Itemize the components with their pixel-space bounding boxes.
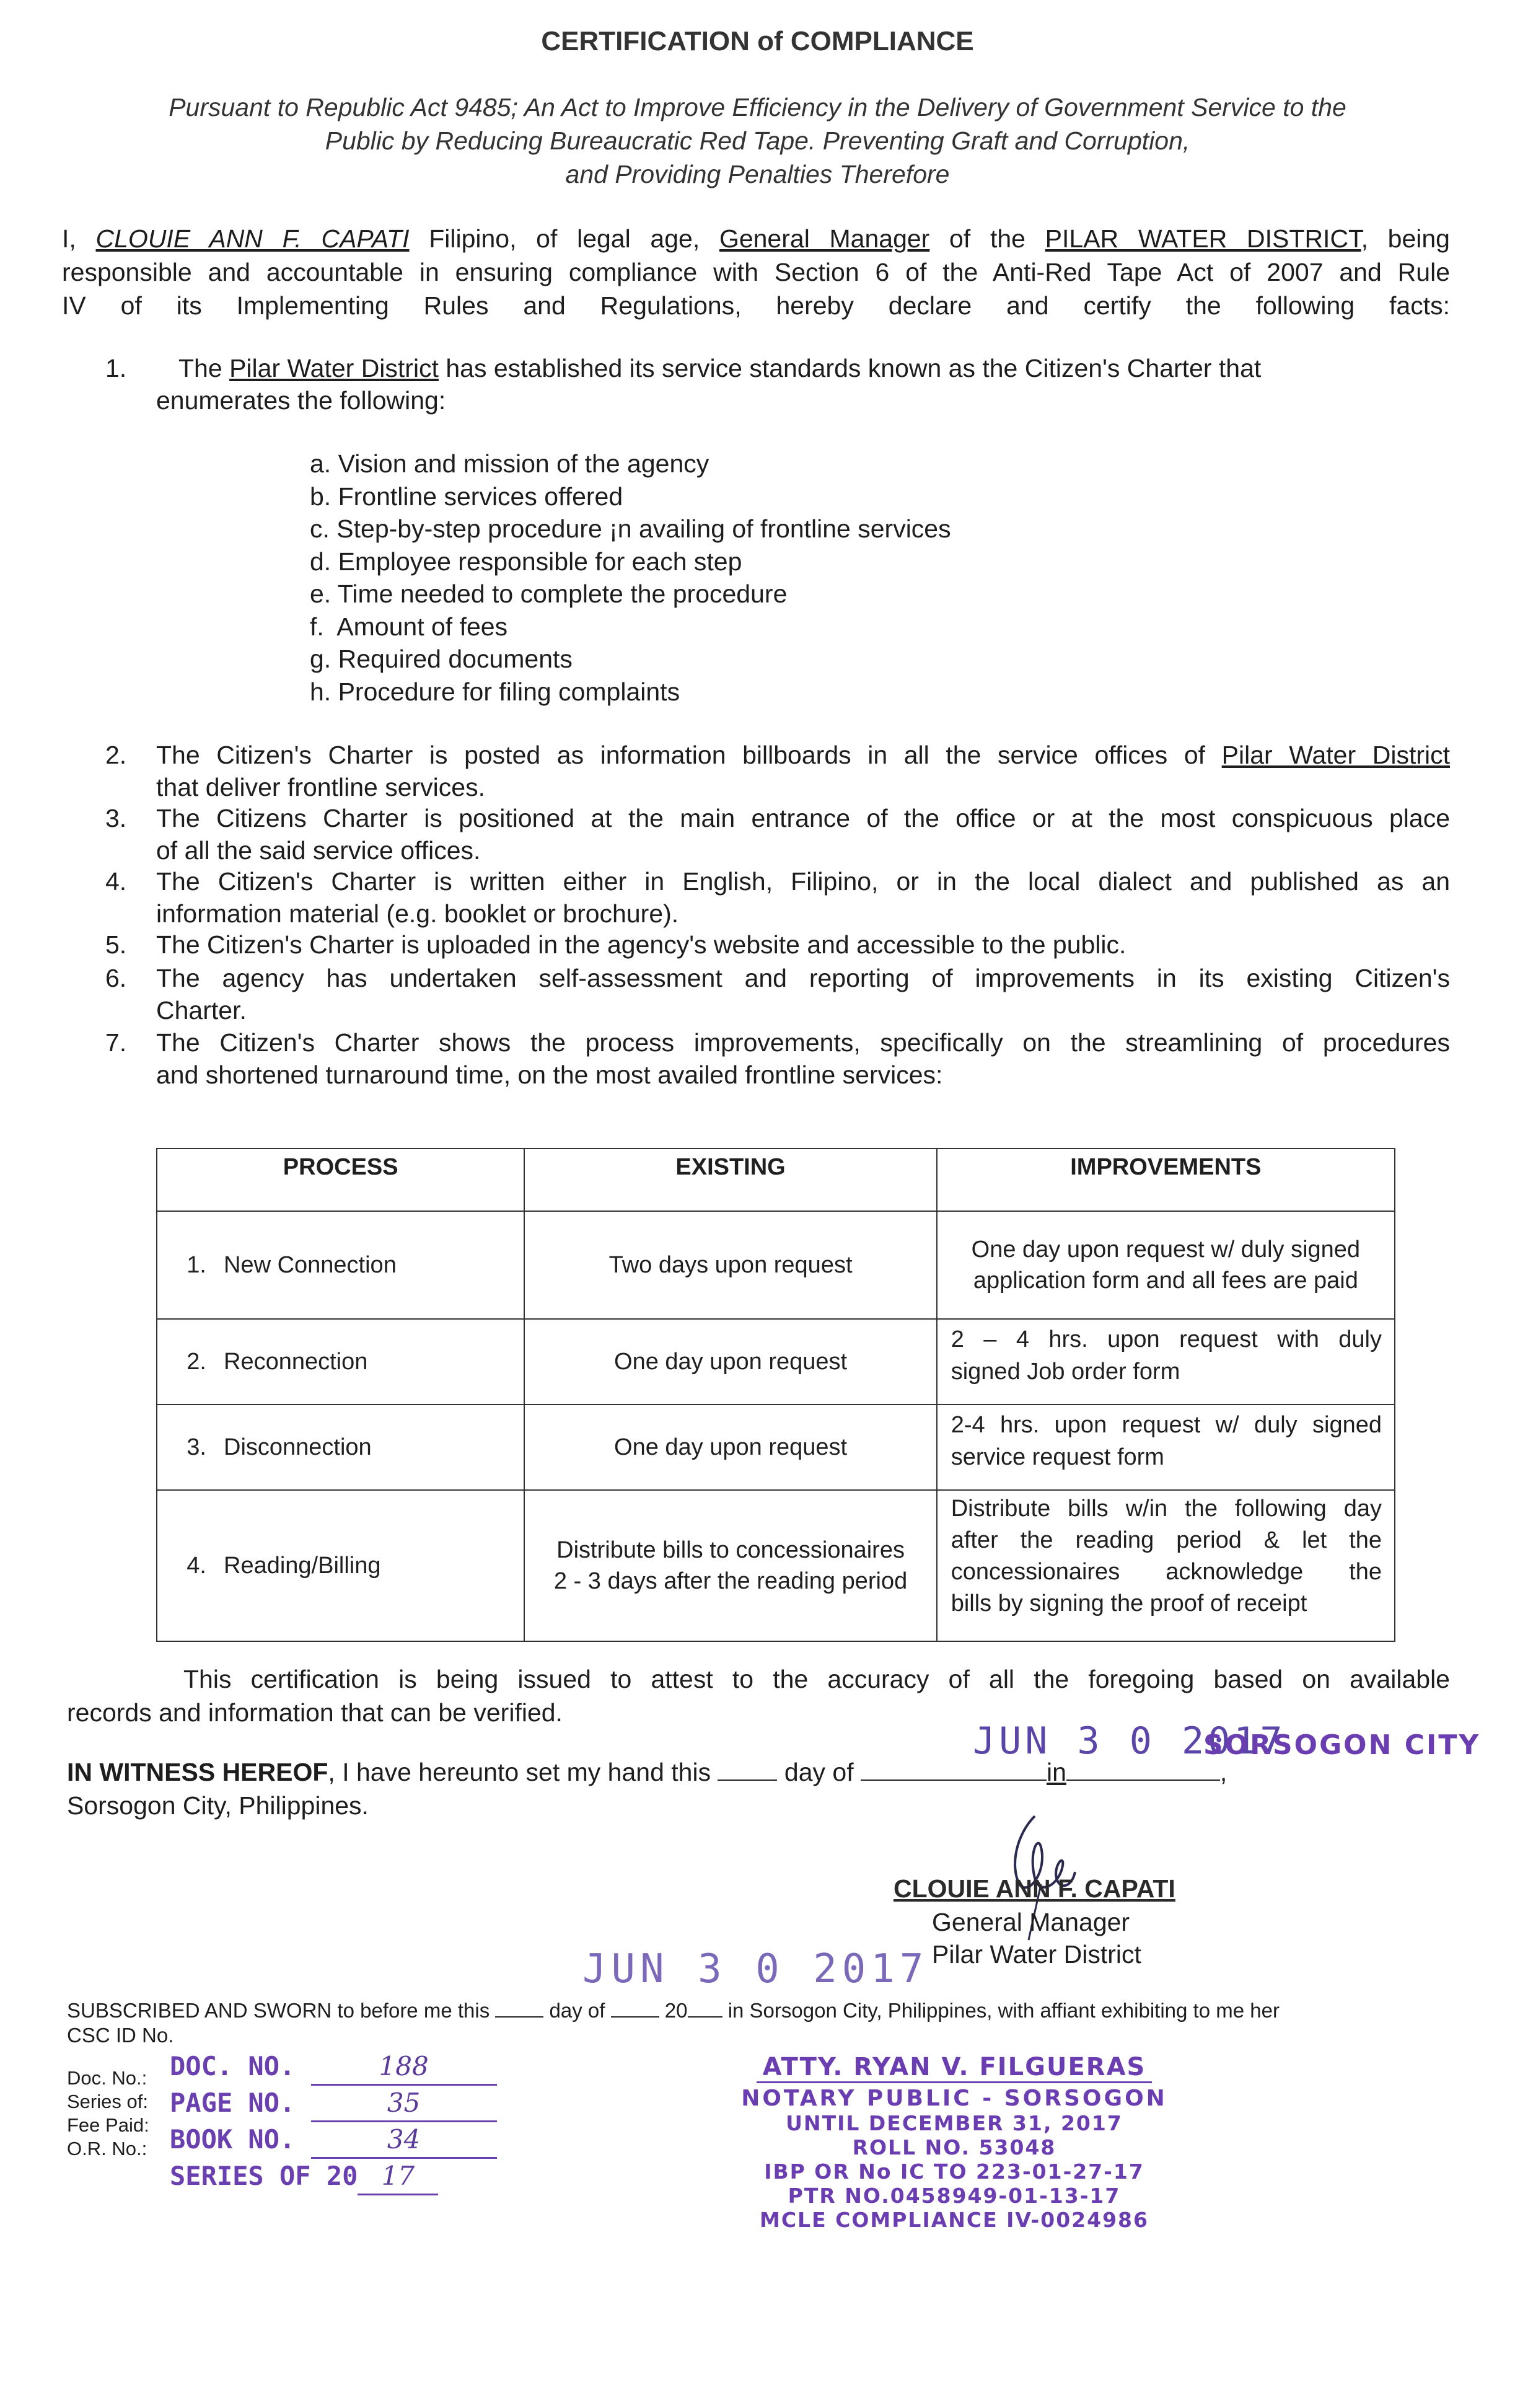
sworn-text: day of bbox=[549, 1999, 605, 2022]
doc-stamp-label: DOC. NO. bbox=[170, 2051, 296, 2081]
subtitle-line: and Providing Penalties Therefore bbox=[565, 160, 950, 188]
improvements-cell bbox=[937, 1319, 1395, 1405]
existing-cell bbox=[524, 1319, 936, 1405]
doc-stamp-line bbox=[170, 2122, 497, 2159]
cell-text: Distribute bills w/in the following day bbox=[951, 1496, 1382, 1522]
row-number: 3. bbox=[187, 1434, 206, 1460]
doc-label: Series of: bbox=[67, 2091, 148, 2112]
notary-line: PTR NO.0458949-01-13-17 bbox=[788, 2184, 1121, 2208]
column-header: EXISTING bbox=[524, 1149, 936, 1211]
intro-text: of the bbox=[949, 224, 1025, 253]
list-item: d. Employee responsible for each step bbox=[310, 547, 742, 576]
doc-label: Fee Paid: bbox=[67, 2114, 149, 2136]
document-title: CERTIFICATION of COMPLIANCE bbox=[541, 26, 974, 56]
intro-line: IV of its Implementing Rules and Regulations, hereby declare and certify the following facts: bbox=[62, 291, 1450, 320]
notary-line: IBP OR No IC TO 223-01-27-17 bbox=[764, 2159, 1144, 2184]
item-line: and shortened turnaround time, on the most availed frontline services: bbox=[156, 1061, 943, 1089]
docinfo-labels bbox=[67, 2066, 149, 2161]
charter-contents-list bbox=[310, 448, 951, 708]
item-number: 6. bbox=[105, 964, 127, 992]
table-row bbox=[157, 1211, 1395, 1319]
sworn-day-blank bbox=[495, 1999, 543, 2018]
sworn-month-blank bbox=[611, 1999, 659, 2018]
doc-number-value: 188 bbox=[311, 2049, 497, 2086]
process-table bbox=[156, 1148, 1395, 1642]
sworn-date-stamp: JUN 3 0 2017 bbox=[582, 1946, 929, 1992]
doc-stamp-line bbox=[170, 2049, 497, 2086]
cell-text: service request form bbox=[951, 1444, 1164, 1470]
item-line: The Citizen's Charter is written either in English, Filipino, or in the local dialect and published as an bbox=[156, 867, 1450, 896]
closing-line: This certification is being issued to attest to the accuracy of all the foregoing based on available bbox=[183, 1665, 1450, 1693]
witness-line bbox=[67, 1755, 1450, 1789]
doc-stamp-line bbox=[170, 2086, 497, 2122]
list-item: g. Required documents bbox=[310, 645, 573, 673]
subtitle-line: Public by Reducing Bureaucratic Red Tape. Preventing Graft and Corruption, bbox=[325, 126, 1190, 155]
list-item: a. Vision and mission of the agency bbox=[310, 449, 709, 478]
place-stamp: SORSOGON CITY bbox=[1203, 1729, 1481, 1761]
item-number: 5. bbox=[105, 930, 127, 959]
list-item bbox=[105, 1026, 1450, 1091]
witness-paragraph bbox=[67, 1755, 1450, 1822]
cell-text: application form and all fees are paid bbox=[973, 1268, 1358, 1294]
item-number: 2. bbox=[105, 741, 127, 769]
cell-text: signed Job order form bbox=[951, 1359, 1180, 1385]
sworn-line: CSC ID No. bbox=[67, 2024, 174, 2047]
signatory-title: General Manager bbox=[932, 1908, 1130, 1936]
process-name: Reconnection bbox=[224, 1348, 368, 1375]
doc-stamp-label: SERIES OF 20 bbox=[170, 2161, 358, 2191]
notary-line: ROLL NO. 53048 bbox=[852, 2135, 1056, 2159]
list-item: h. Procedure for filing complaints bbox=[310, 677, 680, 706]
list-item bbox=[105, 739, 1450, 803]
sworn-statement bbox=[67, 1998, 1455, 2048]
list-item bbox=[105, 352, 1450, 417]
cell-text: Distribute bills to concessionaires bbox=[556, 1537, 905, 1563]
process-name: New Connection bbox=[224, 1251, 397, 1278]
row-number: 1. bbox=[187, 1251, 206, 1278]
list-item bbox=[105, 865, 1450, 930]
row-number: 4. bbox=[187, 1552, 206, 1579]
witness-line: Sorsogon City, Philippines. bbox=[67, 1791, 369, 1820]
cell-text: One day upon request bbox=[614, 1434, 848, 1460]
item-text: The Citizen's Charter is posted as information billboards in all the service offices of bbox=[156, 741, 1206, 769]
document-subtitle bbox=[62, 90, 1453, 191]
signatory-name: CLOUIE ANN F. CAPATI bbox=[894, 1874, 1175, 1903]
intro-line bbox=[62, 222, 1450, 255]
organization-name: Pilar Water District bbox=[229, 354, 439, 382]
item-line: The Citizens Charter is positioned at the main entrance of the office or at the most conspicuous place bbox=[156, 804, 1450, 832]
item-line: The Citizen's Charter is uploaded in the agency's website and accessible to the public. bbox=[156, 930, 1126, 959]
list-item bbox=[105, 928, 1450, 961]
sworn-text: SUBSCRIBED AND SWORN to before me this bbox=[67, 1999, 490, 2022]
table-row bbox=[157, 1490, 1395, 1641]
cell-text: One day upon request w/ duly signed bbox=[971, 1237, 1361, 1263]
improvements-cell bbox=[937, 1211, 1395, 1319]
list-item: c. Step-by-step procedure ¡n availing of frontline services bbox=[310, 514, 951, 543]
certifier-position: General Manager bbox=[719, 224, 930, 253]
list-item bbox=[105, 802, 1450, 867]
process-cell bbox=[157, 1211, 524, 1319]
table-row bbox=[157, 1405, 1395, 1490]
existing-cell bbox=[524, 1211, 936, 1319]
doc-stamp-label: BOOK NO. bbox=[170, 2124, 296, 2154]
intro-text: I, bbox=[62, 224, 76, 253]
docinfo-stamp bbox=[170, 2049, 497, 2195]
cell-text: after the reading period & let the bbox=[951, 1527, 1382, 1553]
item-line bbox=[105, 739, 1450, 771]
witness-text: in bbox=[1047, 1758, 1066, 1786]
intro-text: , being bbox=[1361, 224, 1450, 253]
witness-heading: IN WITNESS HEREOF bbox=[67, 1758, 328, 1786]
cell-text: bills by signing the proof of receipt bbox=[951, 1590, 1307, 1616]
item-text: has established its service standards known as the Citizen's Charter that bbox=[446, 354, 1262, 382]
list-item: e. Time needed to complete the procedure bbox=[310, 580, 788, 608]
book-number-value: 34 bbox=[311, 2122, 497, 2159]
column-header: IMPROVEMENTS bbox=[937, 1149, 1395, 1211]
existing-cell bbox=[524, 1490, 936, 1641]
existing-cell bbox=[524, 1405, 936, 1490]
notary-line: MCLE COMPLIANCE IV-0024986 bbox=[760, 2208, 1149, 2232]
organization-name: Pilar Water District bbox=[1221, 741, 1450, 769]
improvements-cell bbox=[937, 1405, 1395, 1490]
item-line: information material (e.g. booklet or brochure). bbox=[156, 899, 679, 928]
row-number: 2. bbox=[187, 1348, 206, 1375]
subtitle-line: Pursuant to Republic Act 9485; An Act to Improve Efficiency in the Delivery of Government Service to the bbox=[169, 93, 1346, 121]
process-name: Reading/Billing bbox=[224, 1552, 381, 1579]
improvements-cell bbox=[937, 1490, 1395, 1641]
item-line: The Citizen's Charter shows the process improvements, specifically on the streamlining of procedures bbox=[156, 1028, 1450, 1057]
cell-text: Two days upon request bbox=[608, 1251, 853, 1278]
notary-line: NOTARY PUBLIC - SORSOGON bbox=[741, 2086, 1167, 2111]
sworn-text: in Sorsogon City, Philippines, with affiant exhibiting to me her bbox=[727, 1999, 1280, 2022]
cell-text: 2 – 4 hrs. upon request with duly bbox=[951, 1326, 1382, 1352]
process-name: Disconnection bbox=[224, 1434, 372, 1460]
place-blank bbox=[1066, 1758, 1220, 1781]
cell-text: 2 - 3 days after the reading period bbox=[553, 1568, 908, 1594]
sworn-text: 20 bbox=[664, 1999, 688, 2022]
day-blank bbox=[718, 1758, 777, 1781]
item-number: 4. bbox=[105, 867, 127, 896]
intro-text: Filipino, of legal age, bbox=[429, 224, 700, 253]
intro-paragraph bbox=[62, 222, 1450, 322]
intro-line: responsible and accountable in ensuring compliance with Section 6 of the Anti-Red Tape Act of 2007 and Rule bbox=[62, 258, 1450, 286]
item-line bbox=[105, 352, 1450, 384]
witness-text: day of bbox=[784, 1758, 854, 1786]
doc-label: O.R. No.: bbox=[67, 2138, 147, 2159]
month-blank bbox=[861, 1758, 1047, 1781]
list-item: f. Amount of fees bbox=[310, 612, 508, 641]
sworn-line bbox=[67, 1998, 1455, 2023]
item-line: of all the said service offices. bbox=[156, 836, 481, 865]
list-item bbox=[105, 962, 1450, 1026]
signatory-organization: Pilar Water District bbox=[932, 1940, 1141, 1969]
notary-line: UNTIL DECEMBER 31, 2017 bbox=[786, 2111, 1123, 2135]
doc-label: Doc. No.: bbox=[67, 2067, 147, 2089]
column-header: PROCESS bbox=[157, 1149, 524, 1211]
list-item: b. Frontline services offered bbox=[310, 482, 623, 511]
item-line: that deliver frontline services. bbox=[156, 773, 485, 801]
notary-stamp bbox=[719, 2053, 1190, 2232]
cell-text: concessionaires acknowledge the bbox=[951, 1559, 1382, 1585]
page-number-value: 35 bbox=[311, 2086, 497, 2122]
item-number: 1. bbox=[105, 354, 127, 382]
doc-stamp-label: PAGE NO. bbox=[170, 2088, 296, 2118]
item-line: enumerates the following: bbox=[156, 386, 446, 415]
certifier-name: CLOUIE ANN F. CAPATI bbox=[95, 224, 410, 253]
table-row bbox=[157, 1319, 1395, 1405]
item-number: 7. bbox=[105, 1028, 127, 1057]
closing-line: records and information that can be verified. bbox=[67, 1698, 563, 1727]
item-number: 3. bbox=[105, 804, 127, 832]
date-stamp: JUN 3 0 2017 bbox=[973, 1719, 1286, 1763]
series-year-value: 17 bbox=[358, 2159, 438, 2195]
cell-text: One day upon request bbox=[614, 1348, 848, 1375]
process-cell bbox=[157, 1319, 524, 1405]
witness-text: , bbox=[1219, 1758, 1227, 1786]
cell-text: 2-4 hrs. upon request w/ duly signed bbox=[951, 1412, 1382, 1438]
process-cell bbox=[157, 1405, 524, 1490]
item-line: The agency has undertaken self-assessment and reporting of improvements in its existing Citizen's bbox=[156, 964, 1450, 992]
table-header-row bbox=[157, 1149, 1395, 1211]
sworn-year-blank bbox=[688, 1999, 722, 2018]
item-text: The bbox=[178, 354, 222, 382]
witness-text: , I have hereunto set my hand this bbox=[328, 1758, 711, 1786]
item-line: Charter. bbox=[156, 996, 247, 1025]
doc-stamp-line bbox=[170, 2159, 497, 2195]
organization-name: PILAR WATER DISTRICT bbox=[1045, 224, 1361, 253]
process-cell bbox=[157, 1490, 524, 1641]
notary-name: ATTY. RYAN V. FILGUERAS bbox=[757, 2053, 1153, 2083]
